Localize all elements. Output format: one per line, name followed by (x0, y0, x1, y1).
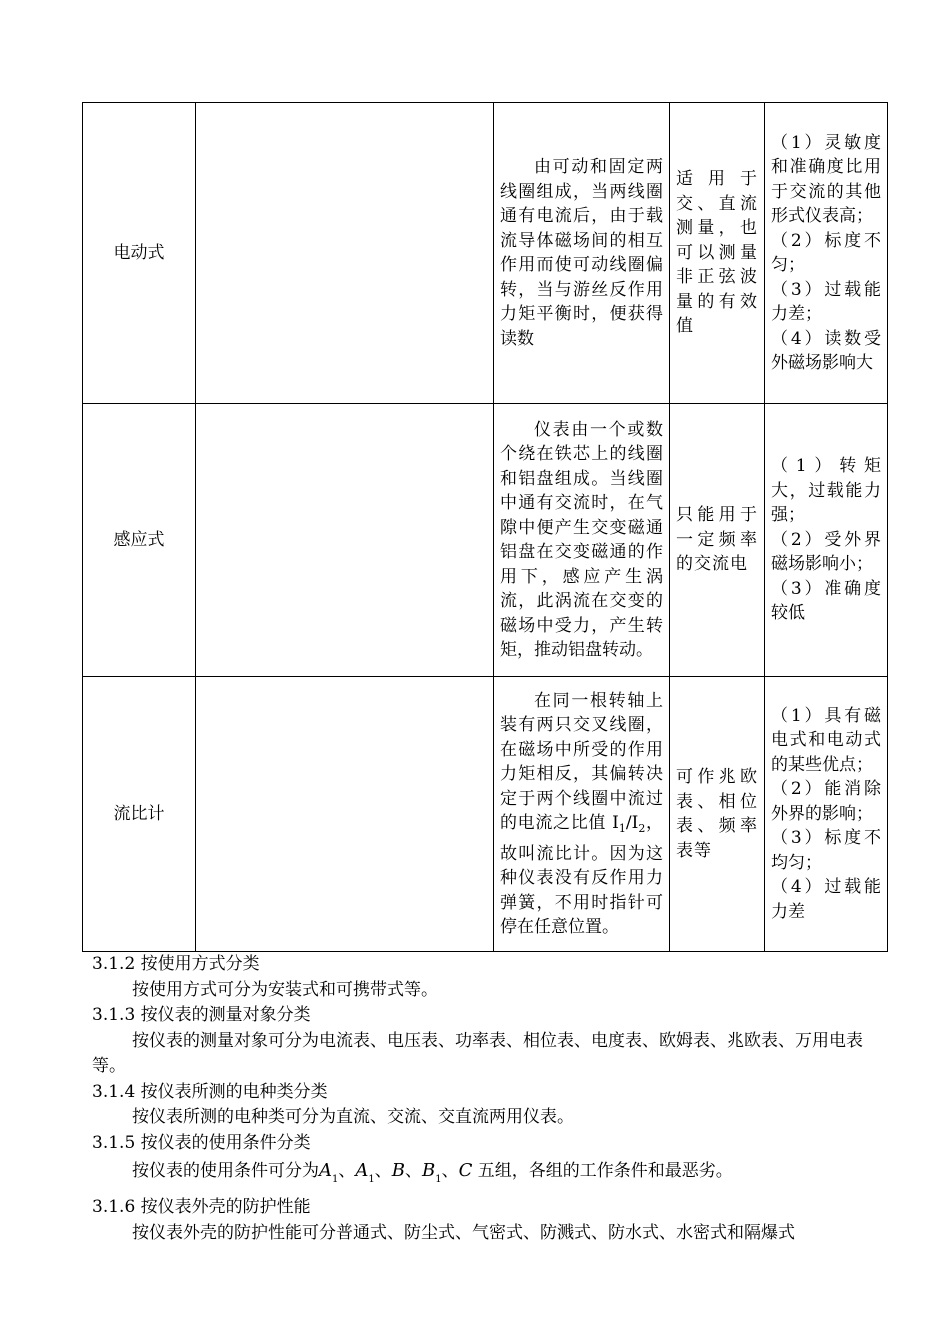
section-heading: 3.1.6 按仪表外壳的防护性能 (92, 1197, 311, 1217)
figure-cell (196, 103, 494, 404)
usage-cell: 只能用于一定频率的交流电 (670, 404, 765, 677)
principle-cell: 由可动和固定两线圈组成，当两线圈通有电流后，由于载流导体磁场间的相互作用而使可动线圈偏转，当与游丝反作用力矩平衡时，便获得读数 (494, 103, 670, 404)
group-b1: $B_1$ (421, 1160, 442, 1185)
meter-type-table (82, 102, 888, 952)
group-b: B (391, 1160, 405, 1181)
table-row (83, 103, 888, 404)
table-row (83, 677, 888, 952)
usage-cell: 可作兆欧表、相位表、频率表等 (670, 677, 765, 952)
section-paragraph: 按仪表所测的电种类可分为直流、交流、交直流两用仪表。 (132, 1107, 574, 1127)
figure-cell (196, 677, 494, 952)
conditions-paragraph: 按仪表的使用条件可分为$A_1$、$A_1$、B、$B_1$、C 五组，各组的工作条件和最恶劣。 (132, 1160, 733, 1185)
section-paragraph: 按仪表的测量对象可分为电流表、电压表、功率表、相位表、电度表、欧姆表、兆欧表、万用电表等。 (92, 1030, 863, 1076)
document-body (92, 952, 882, 1246)
section-paragraph: 按仪表外壳的防护性能可分普通式、防尘式、气密式、防溅式、防水式、水密式和隔爆式 (132, 1222, 795, 1243)
section-paragraph: 按使用方式可分为安装式和可携带式等。 (132, 979, 438, 1000)
usage-cell: 适用于交、直流测量，也可以测量非正弦波量的有效值 (670, 103, 765, 404)
principle-cell: 在同一根转轴上装有两只交叉线圈，在磁场中所受的作用力矩相反，其偏转决定于两个线圈中流过的电流之比值 $I_1/I_2$，故叫流比计。因为这种仪表没有反作用力弹簧，不用时指针可停在任意位置。 (494, 677, 670, 952)
group-a1-alt: $A_1$ (355, 1160, 375, 1185)
group-c: C (458, 1160, 473, 1181)
features-cell: （1）灵敏度和准确度比用于交流的其他形式仪表高； （2）标度不匀； （3）过载能力差； （4）读数受外磁场影响大 (765, 103, 888, 404)
features-cell: （1）转矩大，过载能力强； （2）受外界磁场影响小； （3）准确度较低 (765, 404, 888, 677)
section-heading: 3.1.2 按使用方式分类 (92, 954, 260, 974)
table-row (83, 404, 888, 677)
group-a1: $A_1$ (319, 1160, 339, 1185)
figure-cell (196, 404, 494, 677)
meter-name: 流比计 (83, 677, 196, 952)
meter-name: 感应式 (83, 404, 196, 677)
principle-cell: 仪表由一个或数个绕在铁芯上的线圈和铝盘组成。当线圈中通有交流时，在气隙中便产生交变磁通铝盘在交变磁通的作用下，感应产生涡流，此涡流在交变的磁场中受力，产生转矩，推动铝盘转动。 (494, 404, 670, 677)
features-cell: （1）具有磁电式和电动式的某些优点； （2）能消除外界的影响； （3）标度不均匀； （4）过载能力差 (765, 677, 888, 952)
meter-name: 电动式 (83, 103, 196, 404)
section-heading: 3.1.5 按仪表的使用条件分类 (92, 1132, 311, 1153)
section-heading: 3.1.3 按仪表的测量对象分类 (92, 1005, 311, 1025)
section-heading: 3.1.4 按仪表所测的电种类分类 (92, 1081, 328, 1102)
